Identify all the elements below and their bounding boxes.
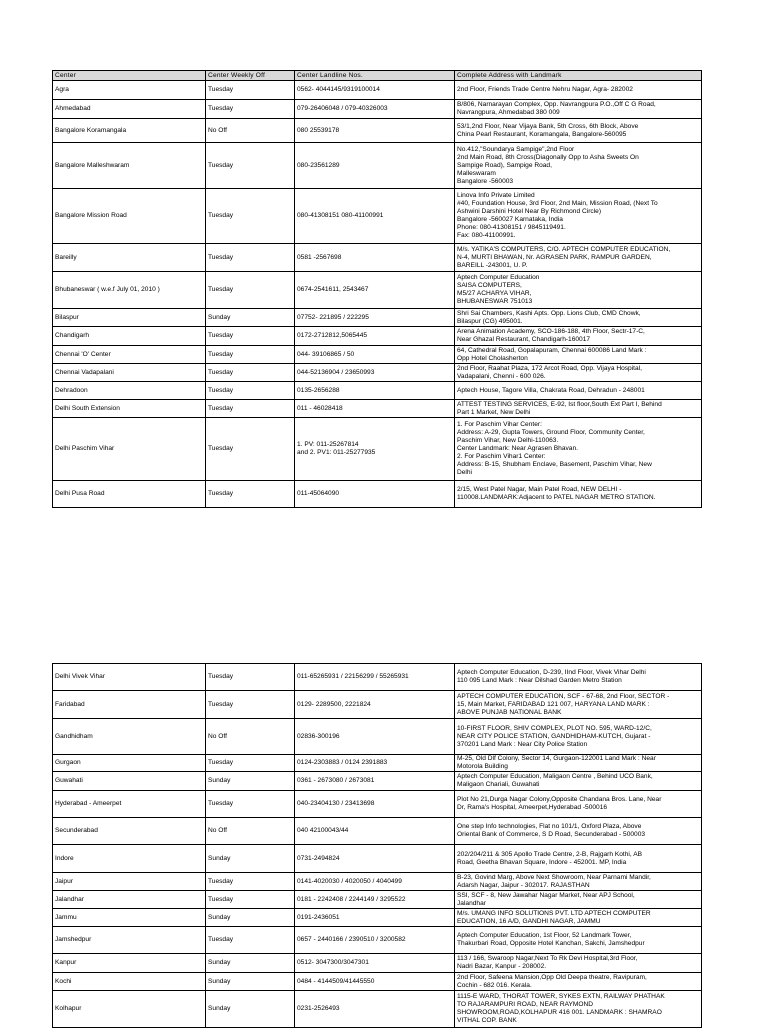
- cell-address: APTECH COMPUTER EDUCATION, SCF - 67-68, 2nd Floor, SECTOR - 15, Main Market, FARIDABAD 121 007, HARYANA LAND MARK : ABOVE PUNJAB NATIONAL BANK: [455, 691, 702, 719]
- cell-weekly-off: Sunday: [206, 845, 295, 873]
- cell-center: Hyderabad - Ameerpet: [53, 791, 206, 818]
- cell-landline: 080 25539178: [295, 119, 455, 143]
- cell-landline: 0674-2541611, 2543467: [295, 272, 455, 309]
- cell-address: B-23, Govind Marg, Above Next Showroom, Near Parnami Mandir, Adarsh Nagar, Jaipur - 302017. RAJASTHAN: [455, 873, 702, 891]
- cell-address: Aptech Computer Education SAISA COMPUTERS, M5/27 ACHARYA VIHAR, BHUBANESWAR 751013: [455, 272, 702, 309]
- cell-address: Arena Animation Academy, SCO-186-188, 4th Floor, Sectr-17-C, Near Ghazal Restaurant, Chandigarh-160017: [455, 327, 702, 346]
- cell-landline: 0129- 2289500, 2221824: [295, 691, 455, 719]
- table-row: [53, 891, 702, 909]
- cell-address: B/806, Narnarayan Complex, Opp. Navrangpura P.O.,Off C G Road, Navrangpura, Ahmedabad 380 009: [455, 100, 702, 119]
- cell-weekly-off: Tuesday: [206, 418, 295, 481]
- cell-weekly-off: Tuesday: [206, 100, 295, 119]
- cell-center: Chennai Vadapalani: [53, 364, 206, 382]
- cell-address: 10-FIRST FLOOR, SHIV COMPLEX, PLOT NO. 595, WARD-12/C, NEAR CITY POLICE STATION, GANDHIDHAM-KUTCH, Gujarat - 370201 Land Mark : Near City Police Station: [455, 719, 702, 755]
- cell-center: Delhi Paschim Vihar: [53, 418, 206, 481]
- cell-center: Bareilly: [53, 244, 206, 272]
- table-row: [53, 791, 702, 818]
- cell-center: Bangalore Koramangala: [53, 119, 206, 143]
- header-address: Complete Address with Landmark: [455, 71, 702, 81]
- cell-address: 1115-E WARD, THORAT TOWER, SYKES EXTN, RAILWAY PHATHAK TO RAJARAMPURI ROAD, NEAR RAYMOND SHOWROOM,ROAD,KOLHAPUR 416 001. LANDMARK : SHAMRAO VITHAL COP. BANK: [455, 991, 702, 1028]
- cell-landline: 0512- 3047300/3047301: [295, 954, 455, 973]
- cell-address: SSI, SCF - 8, New Jawahar Nagar Market, Near APJ School, Jalandhar: [455, 891, 702, 909]
- table-row: [53, 119, 702, 143]
- cell-center: Jaipur: [53, 873, 206, 891]
- cell-weekly-off: Sunday: [206, 909, 295, 927]
- cell-address: M/s. YATIKA'S COMPUTERS, C/O. APTECH COMPUTER EDUCATION, N-4, MURTI BHAWAN, Nr. AGRASEN PARK, RAMPUR GARDEN, BAREILL -243001, U. P.: [455, 244, 702, 272]
- cell-address: 2/15, West Patel Nagar, Main Patel Road, NEW DELHI - 110008.LANDMARK:Adjacent to PATEL NAGAR METRO STATION.: [455, 481, 702, 508]
- cell-address: 64, Cathedral Road, Gopalapuram, Chennai 600086 Land Mark : Opp Hotel Cholasherton: [455, 346, 702, 364]
- cell-address: 113 / 166, Swaroop Nagar,Next To Rk Devi Hospital,3rd Floor, Nadri Bazar, Kanpur - 208002.: [455, 954, 702, 973]
- cell-center: Bangalore Malleshwaram: [53, 143, 206, 189]
- cell-weekly-off: Tuesday: [206, 244, 295, 272]
- table-row: [53, 309, 702, 327]
- cell-weekly-off: No Off: [206, 818, 295, 845]
- cell-center: Ahmedabad: [53, 100, 206, 119]
- cell-landline: 0135-2656288: [295, 382, 455, 400]
- table-row: [53, 327, 702, 346]
- table-row: [53, 346, 702, 364]
- cell-weekly-off: Tuesday: [206, 481, 295, 508]
- cell-landline: 0562- 4044145/9319100014: [295, 81, 455, 100]
- cell-address: Linova Info Private Limited #40, Foundation House, 3rd Floor, 2nd Main, Mission Road, (Next To Ashwini Darshini Hotel Near By Richmond Circle) Bangalore -560027 Karnataka, India Phone: 080-41308151 / 9845119491. Fax: 080-41100991.: [455, 189, 702, 244]
- cell-address: 1. For Paschim Vihar Center: Address: A-29, Gupta Towers, Ground Floor, Community Center, Paschim Vihar, New Delhi-110063. Center Landmark: Near Agrasen Bhavan. 2. For Paschim Vihar1 Center: Address: B-15, Shubham Enclave, Basement, Paschim Vihar, New Delhi: [455, 418, 702, 481]
- cell-center: Delhi Vivek Vihar: [53, 664, 206, 691]
- cell-center: Bilaspur: [53, 309, 206, 327]
- table-row: [53, 954, 702, 973]
- cell-weekly-off: Sunday: [206, 991, 295, 1028]
- cell-address: 2nd Floor, Raahat Plaza, 172 Arcot Road, Opp. Vijaya Hospital, Vadapalani, Chenni - 600 026.: [455, 364, 702, 382]
- cell-landline: 0581 -2567698: [295, 244, 455, 272]
- centers-table-top: [52, 70, 702, 508]
- cell-weekly-off: Tuesday: [206, 927, 295, 954]
- table-row: [53, 845, 702, 873]
- cell-weekly-off: Sunday: [206, 309, 295, 327]
- cell-weekly-off: Tuesday: [206, 143, 295, 189]
- cell-address: No.412,"Soundarya Sampige",2nd Floor 2nd Main Road, 8th Cross(Diagonally Opp to Asha Sweets On Sampige Road), Sampige Road, Malleswaram Bangalore -560003: [455, 143, 702, 189]
- cell-center: Faridabad: [53, 691, 206, 719]
- cell-weekly-off: Tuesday: [206, 891, 295, 909]
- cell-weekly-off: Tuesday: [206, 382, 295, 400]
- cell-center: Bhubaneswar ( w.e.f July 01, 2010 ): [53, 272, 206, 309]
- table-row: [53, 991, 702, 1028]
- cell-weekly-off: Tuesday: [206, 364, 295, 382]
- cell-weekly-off: Tuesday: [206, 791, 295, 818]
- cell-landline: 0484 - 4144509/41445550: [295, 973, 455, 991]
- cell-landline: 0141-4020030 / 4020050 / 4040499: [295, 873, 455, 891]
- cell-address: 2nd Floor, Friends Trade Centre Nehru Nagar, Agra- 282002: [455, 81, 702, 100]
- cell-weekly-off: Tuesday: [206, 346, 295, 364]
- header-center: Center: [53, 71, 206, 81]
- table-row: [53, 719, 702, 755]
- cell-center: Jamshedpur: [53, 927, 206, 954]
- cell-landline: 0181 - 2242408 / 2244149 / 3295522: [295, 891, 455, 909]
- cell-address: M/s. UMANG INFO SOLUTIONS PVT. LTD APTECH COMPUTER EDUCATION, 16 A/D, GANDHI NAGAR, JAMMU: [455, 909, 702, 927]
- cell-address: M-25, Old Dlf Colony, Sector 14, Gurgaon-122001 Land Mark : Near Motorola Building: [455, 755, 702, 772]
- table-row: [53, 481, 702, 508]
- table-row: [53, 909, 702, 927]
- cell-landline: 0657 - 2440166 / 2390510 / 3200582: [295, 927, 455, 954]
- cell-center: Gandhidham: [53, 719, 206, 755]
- cell-address: Shri Sai Chambers, Kashi Apts. Opp. Lions Club, CMD Chowk, Bilaspur (CG) 495001.: [455, 309, 702, 327]
- cell-address: Aptech Computer Education, Maligaon Centre , Behind UCO Bank, Maligaon Chariali, Guwahati: [455, 772, 702, 791]
- cell-center: Secunderabad: [53, 818, 206, 845]
- cell-weekly-off: Sunday: [206, 954, 295, 973]
- cell-landline: 0231-2526493: [295, 991, 455, 1028]
- cell-center: Kolhapur: [53, 991, 206, 1028]
- table-row: [53, 244, 702, 272]
- centers-table-bottom: [52, 663, 702, 1028]
- cell-weekly-off: Tuesday: [206, 755, 295, 772]
- table-row: [53, 143, 702, 189]
- table-row: [53, 691, 702, 719]
- cell-landline: 0124-2303883 / 0124 2391883: [295, 755, 455, 772]
- cell-landline: 011 - 46028418: [295, 400, 455, 418]
- cell-landline: 044-52136904 / 23650993: [295, 364, 455, 382]
- cell-landline: 0172-2712812,5065445: [295, 327, 455, 346]
- cell-landline: 044- 39106865 / 50: [295, 346, 455, 364]
- cell-landline: 07752- 221895 / 222295: [295, 309, 455, 327]
- table-row: [53, 664, 702, 691]
- cell-weekly-off: Sunday: [206, 772, 295, 791]
- cell-center: Dehradoon: [53, 382, 206, 400]
- table-row: [53, 418, 702, 481]
- table-row: [53, 272, 702, 309]
- cell-center: Jalandhar: [53, 891, 206, 909]
- cell-weekly-off: Tuesday: [206, 691, 295, 719]
- cell-address: Aptech Computer Education, D-239, IInd Floor, Vivek Vihar Delhi 110 095 Land Mark : Near Dilshad Garden Metro Station: [455, 664, 702, 691]
- cell-weekly-off: Tuesday: [206, 664, 295, 691]
- cell-weekly-off: No Off: [206, 119, 295, 143]
- table-row: [53, 382, 702, 400]
- cell-landline: 02836-300196: [295, 719, 455, 755]
- cell-landline: 040 42100043/44: [295, 818, 455, 845]
- cell-address: 202/204/211 & 305 Apollo Trade Centre, 2-B, Rajgarh Kothi, AB Road, Geetha Bhavan Square, Indore - 452001. MP, India: [455, 845, 702, 873]
- cell-center: Delhi Pusa Road: [53, 481, 206, 508]
- cell-address: ATTEST TESTING SERVICES, E-92, Ist floor,South Ext Part I, Behind Part 1 Market, New Delhi: [455, 400, 702, 418]
- cell-weekly-off: No Off: [206, 719, 295, 755]
- table-row: [53, 81, 702, 100]
- cell-weekly-off: Sunday: [206, 973, 295, 991]
- table-row: [53, 818, 702, 845]
- cell-landline: 080-23561289: [295, 143, 455, 189]
- cell-landline: 1. PV: 011-25267814 and 2. PV1: 011-25277935: [295, 418, 455, 481]
- cell-weekly-off: Tuesday: [206, 81, 295, 100]
- table-row: [53, 772, 702, 791]
- table-row: [53, 189, 702, 244]
- cell-landline: 0731-2494824: [295, 845, 455, 873]
- cell-center: Guwahati: [53, 772, 206, 791]
- cell-center: Agra: [53, 81, 206, 100]
- cell-address: Aptech Computer Education, 1st Floor, 52 Landmark Tower, Thakurbari Road, Opposite Hotel Kanchan, Sakchi, Jamshedpur: [455, 927, 702, 954]
- cell-center: Indore: [53, 845, 206, 873]
- table-header-row: [53, 71, 702, 81]
- table-row: [53, 927, 702, 954]
- header-weekly-off: Center Weekly Off: [206, 71, 295, 81]
- cell-center: Kochi: [53, 973, 206, 991]
- cell-center: Bangalore Mission Road: [53, 189, 206, 244]
- cell-landline: 0191-2436051: [295, 909, 455, 927]
- cell-center: Delhi South Extension: [53, 400, 206, 418]
- cell-landline: 080-41308151 080-41100991: [295, 189, 455, 244]
- table-row: [53, 973, 702, 991]
- cell-address: Aptech House, Tagore Villa, Chakrata Road, Dehradun - 248001: [455, 382, 702, 400]
- header-landline: Center Landline Nos.: [295, 71, 455, 81]
- cell-landline: 011-45064090: [295, 481, 455, 508]
- cell-weekly-off: Tuesday: [206, 272, 295, 309]
- cell-landline: 079-26406048 / 079-40326003: [295, 100, 455, 119]
- cell-weekly-off: Tuesday: [206, 327, 295, 346]
- cell-center: Chandigarh: [53, 327, 206, 346]
- table-row: [53, 400, 702, 418]
- cell-address: 53/1,2nd Floor, Near Vijaya Bank, 5th Cross, 6th Block, Above China Pearl Restaurant, Koramangala, Bangalore-560095: [455, 119, 702, 143]
- cell-address: One step Info technologies, Flat no 101/1, Oxford Plaza, Above Oriental Bank of Commerce, S D Road, Secunderabad - 500003: [455, 818, 702, 845]
- cell-weekly-off: Tuesday: [206, 873, 295, 891]
- cell-center: Jammu: [53, 909, 206, 927]
- cell-weekly-off: Tuesday: [206, 189, 295, 244]
- table-row: [53, 755, 702, 772]
- cell-landline: 0361 - 2673080 / 2673081: [295, 772, 455, 791]
- cell-address: 2nd Floor, Safeena Mansion,Opp Old Deepa theatre, Ravipuram, Cochin - 682 016. Kerala.: [455, 973, 702, 991]
- table-row: [53, 364, 702, 382]
- cell-landline: 040-23404130 / 23413698: [295, 791, 455, 818]
- cell-weekly-off: Tuesday: [206, 400, 295, 418]
- cell-center: Chennai 'O' Center: [53, 346, 206, 364]
- cell-center: Kanpur: [53, 954, 206, 973]
- table-row: [53, 100, 702, 119]
- table-row: [53, 873, 702, 891]
- cell-center: Gurgaon: [53, 755, 206, 772]
- cell-address: Plot No 21,Durga Nagar Colony,Opposite Chandana Bros. Lane, Near Dr, Rama's Hospital, Ameerpet,Hyderabad -500016: [455, 791, 702, 818]
- cell-landline: 011-65265931 / 22156299 / 55265931: [295, 664, 455, 691]
